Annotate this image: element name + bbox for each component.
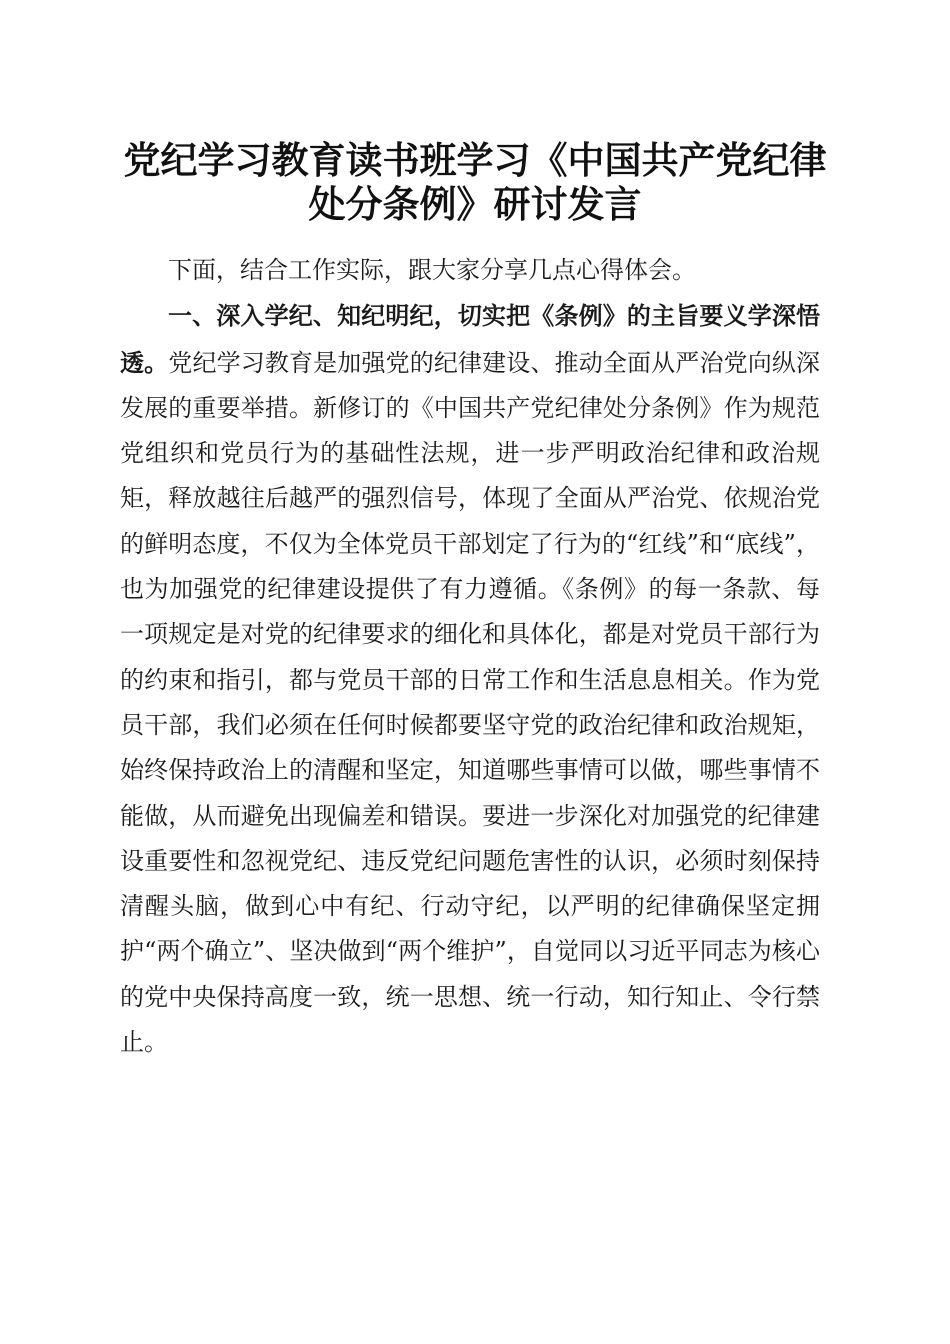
document-title: 党纪学习教育读书班学习《中国共产党纪律处分条例》研讨发言 (123, 138, 827, 226)
intro-paragraph-text: 下面，结合工作实际，跟大家分享几点心得体会。 (168, 256, 696, 284)
section-one-heading: 一、深入学纪、知纪明纪，切实把《条例》的主旨要义学深悟透。 (120, 301, 820, 377)
section-one-paragraph (120, 293, 820, 1065)
section-one-text: 党纪学习教育是加强党的纪律建设、推动全面从严治党向纵深发展的重要举措。新修订的《中国共产党纪律处分条例》作为规范党组织和党员行为的基础性法规，进一步严明政治纪律和政治规矩，释放越往后越严的强烈信号，体现了全面从严治党、依规治党的鲜明态度，不仅为全体党员干部划定了行为的“红线”和“底线”，也为加强党的纪律建设提供了有力遵循。《条例》的每一条款、每一项规定是对党的纪律要求的细化和具体化，都是对党员干部行为的约束和指引，都与党员干部的日常工作和生活息息相关。作为党员干部，我们必须在任何时候都要坚守党的政治纪律和政治规矩，始终保持政治上的清醒和坚定，知道哪些事情可以做，哪些事情不能做，从而避免出现偏差和错误。要进一步深化对加强党的纪律建设重要性和忽视党纪、违反党纪问题危害性的认识，必须时刻保持清醒头脑，做到心中有纪、行动守纪，以严明的纪律确保坚定拥护“两个确立”、坚决做到“两个维护”，自觉同以习近平同志为核心的党中央保持高度一致，统一思想、统一行动，知行知止、令行禁止。 (120, 348, 821, 1057)
intro-paragraph (120, 248, 820, 293)
document-body (120, 248, 820, 1065)
